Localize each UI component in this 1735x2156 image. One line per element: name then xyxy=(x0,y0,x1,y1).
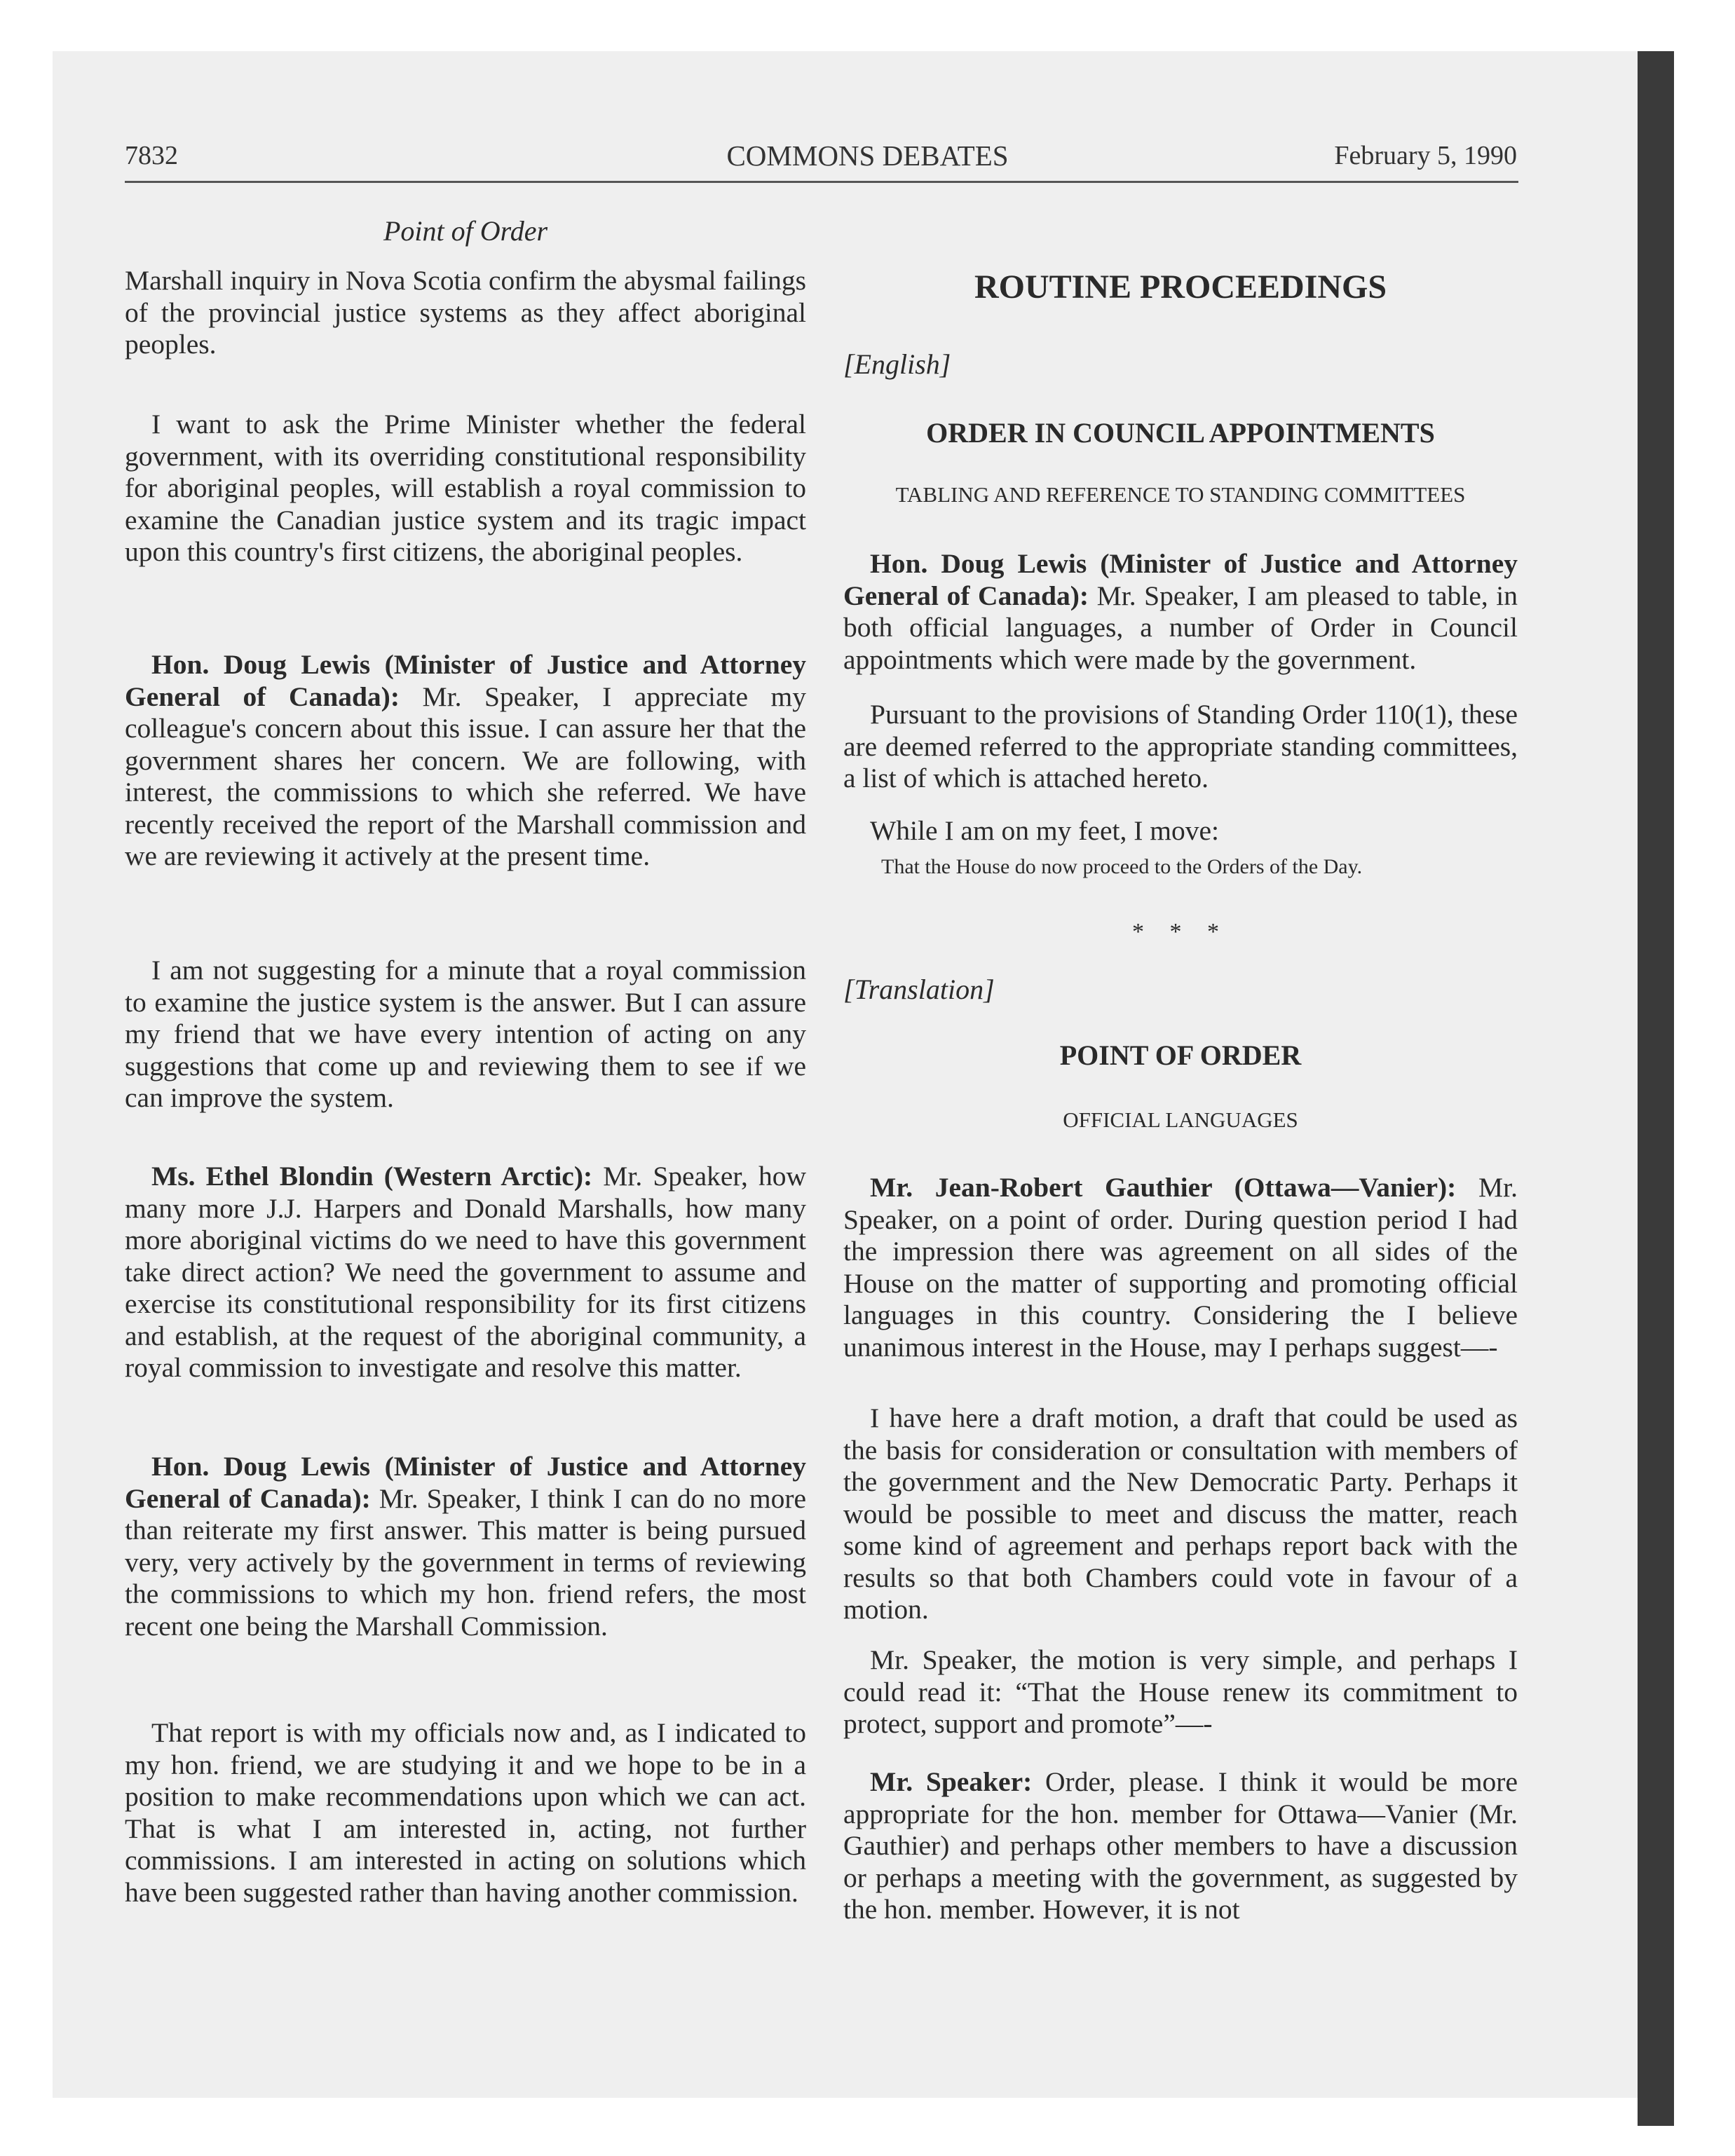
paragraph-text: I have here a draft motion, a draft that could be used as the basis for consideration or consultation with members of the government and the New Democratic Party. Perhaps it would be possible to meet and discuss the matter, reach some kind of agreement and perhaps report back with the results so that both Chambers could vote in favour of a motion. xyxy=(843,1403,1518,1625)
left-paragraph-6 xyxy=(125,1451,806,1642)
header-rule xyxy=(125,181,1518,183)
speaker-name: Ms. Ethel Blondin (Western Arctic): xyxy=(151,1161,593,1192)
speech-text: Mr. Speaker, I think I can do no more than reiterate my first answer. This matter is being pursued very, very actively by the government in terms of reviewing the commissions to which my hon. friend refers, the most recent one being the Marshall Commission. xyxy=(125,1482,807,1642)
speaker-name: Mr. Speaker: xyxy=(870,1766,1033,1797)
language-tag-english: [English] xyxy=(843,348,951,380)
speaker-name: Hon. Doug Lewis (Minister of Justice and Attorney General of Canada): xyxy=(843,548,1518,611)
subheading-tabling: TABLING AND REFERENCE TO STANDING COMMITTEES xyxy=(895,482,1466,507)
section-title: ROUTINE PROCEEDINGS xyxy=(974,268,1387,306)
publication-title: COMMONS DEBATES xyxy=(726,139,1009,172)
right-paragraph-1 xyxy=(843,548,1518,676)
speaker-name: Mr. Jean-Robert Gauthier (Ottawa—Vanier): xyxy=(870,1172,1457,1203)
right-paragraph-3 xyxy=(843,815,1518,847)
paragraph-text: While I am on my feet, I move: xyxy=(870,815,1219,846)
left-paragraph-7 xyxy=(125,1717,806,1909)
speech-text: Mr. Speaker, I appreciate my colleague's concern about this issue. I can assure her that the government shares her concern. We are following, with interest, the commissions to which she referred. We have recently received the report of the Marshall commission and we are reviewing it actively at the present time. xyxy=(125,681,807,871)
paragraph-text: Mr. Speaker, the motion is very simple, and perhaps I could read it: “That the House renew its commitment to protect, support and promote”—- xyxy=(843,1644,1518,1739)
motion-text: That the House do now proceed to the Orders of the Day. xyxy=(881,855,1363,878)
right-paragraph-2 xyxy=(843,699,1518,795)
paragraph-text: I want to ask the Prime Minister whether the federal government, with its overriding constitutional responsibility for aboriginal peoples, will establish a royal commission to examine the Canadian justice system and its tragic impact upon this country's first citizens, the aboriginal peoples. xyxy=(125,409,806,567)
right-paragraph-4 xyxy=(843,1172,1518,1363)
running-head: Point of Order xyxy=(383,215,548,247)
scan-edge-bar xyxy=(1638,51,1674,2126)
paragraph-text: Marshall inquiry in Nova Scotia confirm the abysmal failings of the provincial justice systems as they affect aboriginal peoples. xyxy=(125,265,806,360)
left-paragraph-5 xyxy=(125,1161,806,1384)
speech-text: Order, please. I think it would be more appropriate for the hon. member for Ottawa—Vanier (Mr. Gauthier) and perhaps other members to have a discussion or perhaps a meeting with the government, as suggested by the hon. member. However, it is not xyxy=(843,1766,1518,1925)
right-paragraph-7 xyxy=(843,1766,1518,1926)
left-paragraph-1 xyxy=(125,265,806,361)
speech-text: Mr. Speaker, on a point of order. During question period I had the impression there was agreement on all sides of the House on the matter of supporting and promoting official languages in this country. Considering the I believe unanimous interest in the House, may I perhaps suggest—- xyxy=(843,1172,1518,1363)
left-paragraph-2 xyxy=(125,409,806,568)
publication-date: February 5, 1990 xyxy=(1334,141,1517,170)
page-number: 7832 xyxy=(125,141,178,170)
heading-order-in-council: ORDER IN COUNCIL APPOINTMENTS xyxy=(926,417,1435,449)
speaker-name: Hon. Doug Lewis (Minister of Justice and Attorney General of Canada): xyxy=(125,649,806,712)
right-paragraph-6 xyxy=(843,1644,1518,1740)
paragraph-text: I am not suggesting for a minute that a royal commission to examine the justice system is the answer. But I can assure my friend that we have every intention of acting on any suggestions that come up and reviewing them to see if we can improve the system. xyxy=(125,955,806,1113)
speech-text: Mr. Speaker, I am pleased to table, in both official languages, a number of Order in Council appointments which were made by the government. xyxy=(843,580,1518,675)
paragraph-text: That report is with my officials now and, as I indicated to my hon. friend, we are studying it and we hope to be in a position to make recommendations upon which we can act. That is what I am interested in, acting, not further commissions. I am interested in acting on solutions which have been suggested rather than having another commission. xyxy=(125,1717,806,1908)
left-paragraph-3 xyxy=(125,649,806,873)
speaker-name: Hon. Doug Lewis (Minister of Justice and Attorney General of Canada): xyxy=(125,1451,806,1514)
paragraph-text: Pursuant to the provisions of Standing Order 110(1), these are deemed referred to the appropriate standing committees, a list of which is attached hereto. xyxy=(843,699,1518,793)
heading-point-of-order: POINT OF ORDER xyxy=(1059,1039,1302,1071)
right-paragraph-5 xyxy=(843,1403,1518,1626)
section-separator: * * * xyxy=(1132,919,1229,945)
speech-text: Mr. Speaker, how many more J.J. Harpers and Donald Marshalls, how many more aboriginal victims do we need to have this government take direct action? We need the government to assume and exercise its constitutional responsibility for its first citizens and establish, at the request of the aboriginal community, a royal commission to investigate and resolve this matter. xyxy=(125,1161,806,1383)
subheading-official-languages: OFFICIAL LANGUAGES xyxy=(1063,1107,1298,1132)
left-paragraph-4 xyxy=(125,955,806,1114)
language-tag-translation: [Translation] xyxy=(843,974,995,1005)
